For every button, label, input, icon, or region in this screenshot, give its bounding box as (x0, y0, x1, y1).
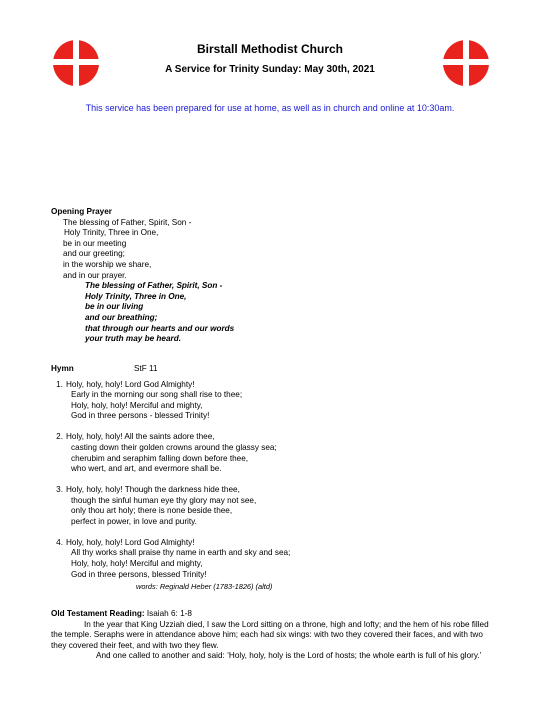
verse-line: All thy works shall praise thy name in earth and sky and sea; (71, 548, 291, 558)
verse-number: 4. (56, 537, 63, 547)
verse-line: cherubim and seraphim falling down before thee, (71, 453, 249, 463)
prayer-line: The blessing of Father, Spirit, Son - (63, 217, 192, 227)
prayer-line: be in our meeting (63, 238, 127, 248)
reading-paragraph: In the year that King Uzziah died, I saw the Lord sitting on a throne, high and lofty; and the hem of his robe filled the temple. Seraphs were in attendance above him; each had six wings: with two they covered their faces, and with two they covered their feet, and with two they flew. (51, 619, 489, 650)
service-notice: This service has been prepared for use at home, as well as in church and online at 10:30am. (85, 103, 455, 113)
verse-line: God in three persons - blessed Trinity! (71, 411, 210, 421)
verse-number: 2. (56, 432, 63, 442)
verse-line: perfect in power, in love and purity. (71, 516, 197, 526)
reading-heading: Old Testament Reading: (51, 609, 145, 618)
verse-line: casting down their golden crowns around the glassy sea; (71, 442, 277, 452)
prayer-line: and in our prayer. (63, 270, 127, 280)
verse-line: Holy, holy, holy! Merciful and mighty, (71, 559, 203, 569)
hymn-verse (51, 485, 290, 527)
hymn-verse (51, 432, 290, 474)
verse-line: God in three persons, blessed Trinity! (71, 569, 207, 579)
service-subtitle: A Service for Trinity Sunday: May 30th, 2021 (165, 64, 375, 75)
hymn-reference: StF 11 (134, 364, 158, 373)
verse-number: 1. (56, 379, 63, 389)
response-line: Holy Trinity, Three in One, (85, 291, 187, 301)
hymn-heading: Hymn (51, 364, 74, 373)
reading-section (51, 609, 491, 662)
prayer-line: in the worship we share, (63, 259, 152, 269)
response-line: The blessing of Father, Spirit, Son - (85, 281, 223, 291)
reading-paragraph: And one called to another and said: ‘Holy, holy, holy is the Lord of hosts; the whole earth is full of his glory.’ (96, 651, 482, 661)
prayer-response (85, 281, 234, 345)
verse-number: 3. (56, 485, 63, 495)
hymn-header (51, 364, 290, 375)
response-line: that through our hearts and our words (85, 323, 235, 333)
response-line: your truth may be heard. (85, 334, 181, 344)
verse-line: though the sinful human eye thy glory may not see, (71, 495, 257, 505)
verse-line: only thou art holy; there is none beside thee, (71, 506, 233, 516)
hymn-section (51, 364, 290, 593)
response-line: be in our living (85, 302, 144, 312)
verse-line: Holy, holy, holy! Though the darkness hide thee, (66, 485, 240, 495)
verse-line: Holy, holy, holy! Merciful and mighty, (71, 400, 203, 410)
verse-line: Holy, holy, holy! Lord God Almighty! (66, 537, 195, 547)
reading-header (51, 609, 491, 620)
hymn-credit: words: Reginald Heber (1783-1826) (altd) (136, 582, 273, 592)
opening-prayer-heading: Opening Prayer (51, 207, 112, 216)
opening-prayer-section (51, 207, 234, 345)
hymn-verse (51, 380, 290, 422)
prayer-lines (63, 218, 234, 282)
verse-line: Early in the morning our song shall rise to thee; (71, 390, 243, 400)
page-title: Birstall Methodist Church (196, 42, 343, 56)
response-line: and our breathing; (85, 312, 158, 322)
hymn-verse (51, 538, 290, 580)
reading-reference: Isaiah 6: 1-8 (146, 609, 192, 618)
prayer-line: Holy Trinity, Three in One, (64, 228, 159, 238)
verse-line: who wert, and art, and evermore shall be. (71, 464, 222, 474)
verse-line: Holy, holy, holy! Lord God Almighty! (66, 379, 195, 389)
prayer-line: and our greeting; (63, 249, 125, 259)
verse-line: Holy, holy, holy! All the saints adore thee, (66, 432, 215, 442)
